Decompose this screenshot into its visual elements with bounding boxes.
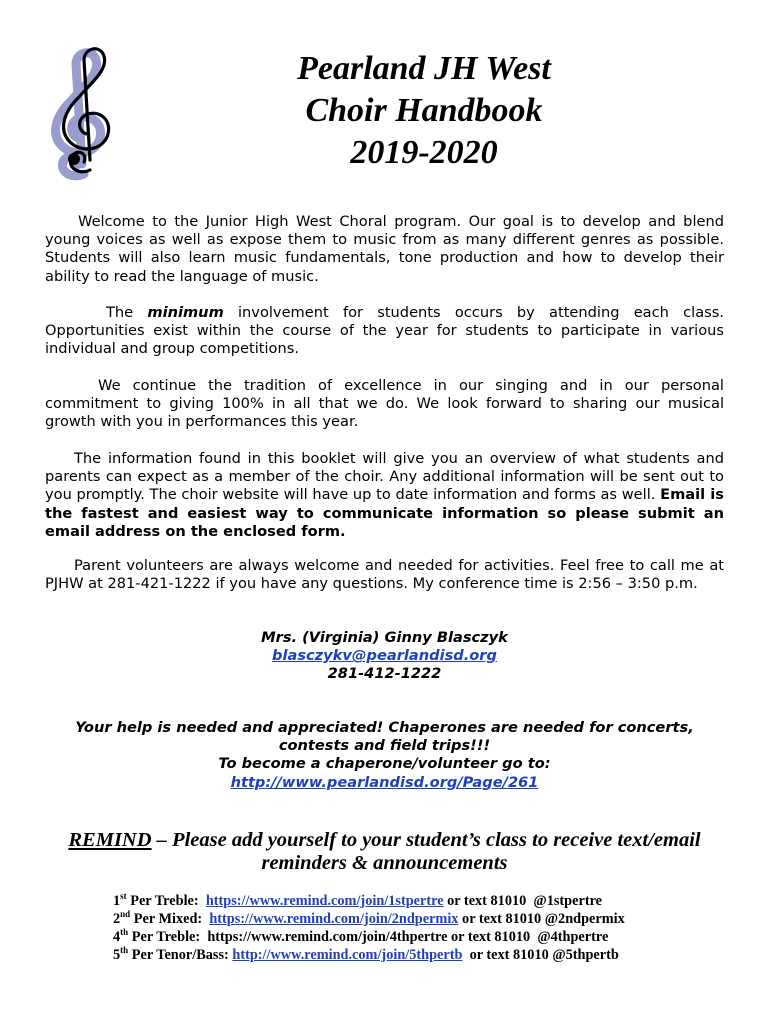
teacher-email-link[interactable]: blasczykv@pearlandisd.org (272, 647, 497, 665)
remind-row-5th-tenor-bass (113, 946, 713, 964)
chaperone-line-3: To become a chaperone/volunteer go to: (218, 755, 551, 773)
chaperone-line-2: contests and field trips!!! (278, 737, 491, 755)
remind-link-1stpertre[interactable]: https://www.remind.com/join/1stpertre (205, 893, 444, 909)
period-label: Per Mixed: (130, 911, 210, 927)
p4-text: The information found in this booklet will give you an overview of what students and parents can expect as a member of the choir. Any additional information will be sent out to you promptly. The choir website will have up to date information and forms as well. (45, 450, 724, 504)
remind-row-1st-treble (113, 892, 713, 910)
remind-list (113, 892, 713, 964)
teacher-phone: 281-412-1222 (327, 665, 442, 683)
treble-clef-logo (40, 46, 120, 182)
email-instruction: Email is the fastest and easiest way to communicate information so please submit an email address on the enclosed form. (45, 486, 724, 540)
remind-text-code: or text 81010 @1stpertre (443, 893, 603, 909)
remind-text-code: or text 81010 @5thpertb (462, 947, 619, 963)
p2-rest: involvement for students occurs by attending each class. Opportunities exist within the course of the year for students to participate in various individual and group competitions. (45, 304, 724, 358)
period-number: 1 (113, 893, 121, 909)
remind-url-4thpertre: https://www.remind.com/join/4thpertre (207, 929, 448, 945)
remind-link-2ndpermix[interactable]: https://www.remind.com/join/2ndpermix (209, 911, 459, 927)
period-label: Per Treble: (126, 893, 206, 909)
period-number: 5 (113, 947, 121, 963)
remind-row-4th-treble (113, 928, 713, 946)
page-title (220, 48, 628, 174)
booklet-info-paragraph (45, 450, 724, 541)
tradition-paragraph: We continue the tradition of excellence in our singing and in our personal commitment to giving 100% in all that we do. We look forward to sharing our musical growth with you in performances this year. (45, 377, 724, 431)
welcome-paragraph: Welcome to the Junior High West Choral program. Our goal is to develop and blend young voices as well as expose them to music from as many different genres as possible. Students will also learn music fundamentals, tone production and how to develop their ability to read the language of music. (45, 213, 724, 285)
chaperone-line-1: Your help is needed and appreciated! Chaperones are needed for concerts, (75, 719, 694, 736)
contact-block (45, 629, 724, 684)
title-line-2: Choir Handbook (305, 92, 543, 129)
volunteer-paragraph: Parent volunteers are always welcome and needed for activities. Feel free to call me at PJHW at 281-421-1222 if you have any questions. My conference time is 2:56 – 3:50 p.m. (45, 557, 724, 593)
period-suffix: st (120, 891, 127, 902)
period-number: 2 (113, 911, 121, 927)
remind-row-2nd-mixed (113, 910, 713, 928)
remind-text-code: or text 81010 @2ndpermix (458, 911, 625, 927)
minimum-involvement-paragraph (45, 304, 724, 359)
remind-label: REMIND (68, 829, 152, 851)
remind-heading-line-2: reminders & announcements (261, 852, 508, 874)
title-line-3: 2019-2020 (350, 134, 498, 171)
title-line-1: Pearland JH West (297, 50, 551, 87)
period-suffix: th (120, 927, 129, 938)
period-number: 4 (113, 929, 121, 945)
period-label: Per Tenor/Bass: (128, 947, 233, 963)
remind-heading (45, 829, 724, 875)
teacher-name: Mrs. (Virginia) Ginny Blasczyk (261, 629, 508, 646)
period-suffix: th (120, 945, 129, 956)
period-suffix: nd (120, 909, 131, 920)
chaperone-block (45, 719, 724, 792)
p2-prefix: The (106, 304, 148, 321)
minimum-emphasis: minimum (147, 304, 224, 321)
remind-text-code: or text 81010 @4thpertre (447, 929, 609, 945)
period-label: Per Treble: (128, 929, 208, 945)
volunteer-page-link[interactable]: http://www.pearlandisd.org/Page/261 (230, 773, 539, 791)
remind-heading-text: – Please add yourself to your student’s class to receive text/email (151, 829, 701, 851)
remind-link-5thpertb[interactable]: http://www.remind.com/join/5thpertb (232, 947, 463, 963)
